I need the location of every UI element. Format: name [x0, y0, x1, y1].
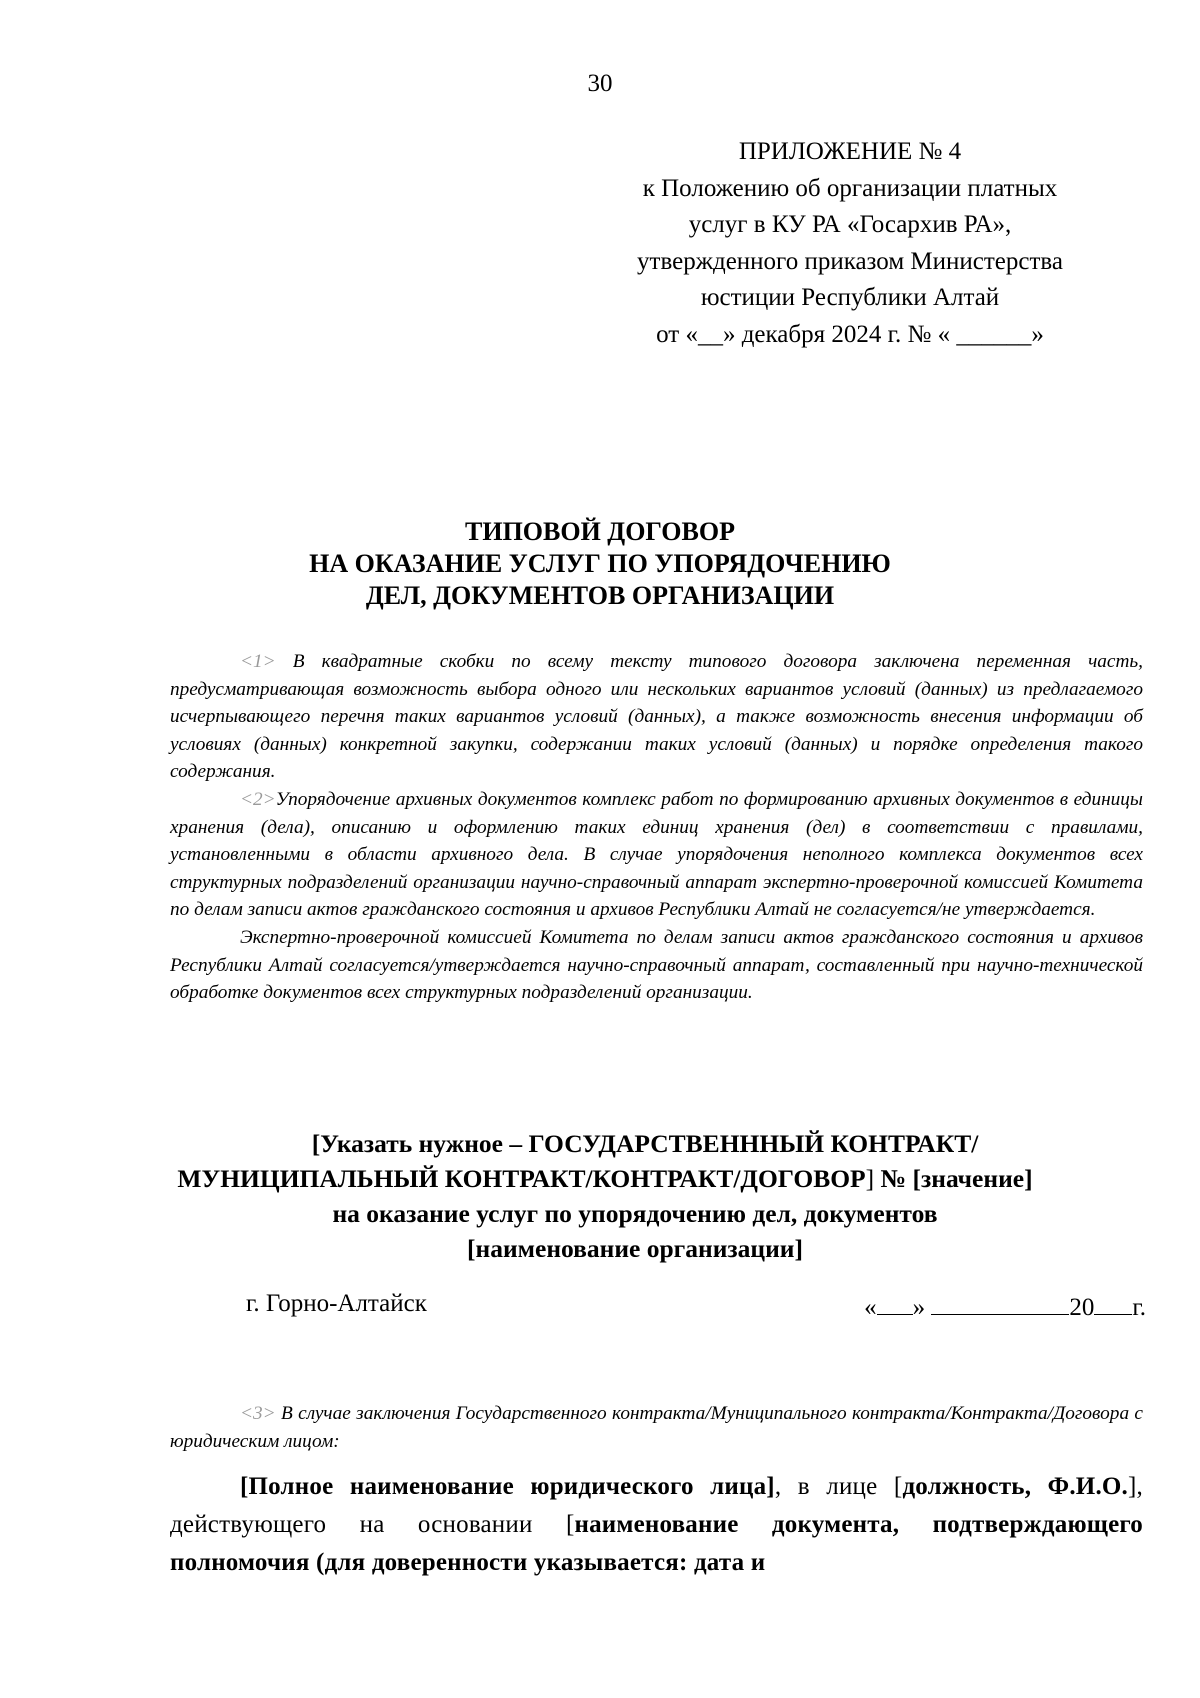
appendix-line: услуг в КУ РА «Госархив РА»,: [688, 211, 1012, 238]
footnote-text: Упорядочение архивных документов комплекс работ по формированию архивных документов в единицы хранения (дела), описанию и оформлению таких единиц хранения (дел) в соответствии с правилами, установленными в области архивного дела. В случае упорядочения неполного комплекса документов всех структурных подразделений организации научно-справочный аппарат экспертно-проверочной комиссией Комитета по делам записи актов гражданского состояния и архивов Республики Алтай не согласуется/не утверждается.: [170, 788, 1143, 921]
authority-document-placeholder: наименование документа, подтверждающего полномочия (для доверенности указывается: дата и: [170, 1511, 1143, 1576]
date-blank: [864, 1290, 1146, 1322]
footnote-1: [170, 648, 1143, 786]
month-blank: [931, 1290, 1069, 1315]
legal-entity-placeholder: [Полное наименование юридического лица]: [240, 1473, 775, 1500]
appendix-header: [590, 134, 1110, 353]
contract-heading: [0, 1126, 1200, 1266]
footnotes-block: [170, 648, 1143, 1007]
contract-type-text: МУНИЦИПАЛЬНЫЙ КОНТРАКТ/КОНТРАКТ/ДОГОВОР: [177, 1164, 866, 1193]
footnote-text: В случае заключения Государственного контракта/Муниципального контракта/Контракта/Договора с юридическим лицом:: [170, 1403, 1143, 1452]
title-line: ДЕЛ, ДОКУМЕНТОВ ОРГАНИЗАЦИИ: [365, 581, 835, 610]
party-paragraph: [170, 1468, 1143, 1582]
document-title: [0, 516, 1200, 612]
appendix-line: к Положению об организации платных: [642, 174, 1058, 202]
appendix-line: юстиции Республики Алтай: [700, 284, 1000, 311]
day-blank: [877, 1290, 913, 1315]
title-line: ТИПОВОЙ ДОГОВОР: [465, 517, 735, 546]
party-text: [170, 1468, 1143, 1582]
year-prefix: 20: [1069, 1294, 1095, 1321]
position-name-placeholder: должность, Ф.И.О.: [902, 1473, 1128, 1500]
page-number: 30: [587, 70, 613, 97]
footnote-text: В квадратные скобки по всему тексту типового договора заключена переменная часть, предусматривающая возможность выбора одного или нескольких вариантов условий (данных) из предлагаемого исчерпывающего перечня таких вариантов условий (данных), а также возможность внесения информации об условиях (данных) конкретной закупки, содержании таких условий (данных) и порядке определения такого содержания.: [170, 651, 1143, 783]
footnote-3-text: [170, 1400, 1143, 1455]
appendix-line: утвержденного приказом Министерства: [637, 247, 1063, 275]
party-text-plain: ], действующего на основании [: [170, 1473, 1143, 1538]
contract-heading-line: [наименование организации]: [467, 1234, 803, 1263]
year-suffix: г.: [1132, 1294, 1146, 1321]
quote-open: «: [864, 1294, 877, 1321]
contract-heading-line: [Указать нужное – ГОСУДАРСТВЕНННЫЙ КОНТРАКТ/: [311, 1129, 979, 1158]
footnote-marker: <1>: [240, 651, 276, 672]
year-blank: [1094, 1290, 1132, 1315]
footnote-marker: <3>: [240, 1403, 276, 1424]
city-name: г. Горно-Алтайск: [246, 1290, 427, 1317]
footnote-3: [170, 1400, 1143, 1455]
bracket-text: ]: [865, 1164, 881, 1193]
appendix-date-line: от «__» декабря 2024 г. № « ______»: [656, 320, 1044, 348]
footnote-marker: <2>: [240, 788, 276, 810]
contract-heading-line: на оказание услуг по упорядочению дел, документов: [332, 1199, 938, 1228]
footnote-2: [170, 786, 1143, 924]
footnote-2-continuation: Экспертно-проверочной комиссией Комитета по делам записи актов гражданского состояния и архивов Республики Алтай согласуется/утверждается научно-справочный аппарат, составленный при научно-технической обработке документов всех структурных подразделений организации.: [170, 926, 1143, 1004]
contract-heading-line: [0, 1161, 1200, 1196]
quote-close: »: [912, 1294, 926, 1321]
appendix-title: ПРИЛОЖЕНИЕ № 4: [738, 138, 962, 165]
party-text-plain: , в лице [: [774, 1473, 903, 1500]
contract-number-text: № [значение]: [880, 1164, 1033, 1193]
title-line: НА ОКАЗАНИЕ УСЛУГ ПО УПОРЯДОЧЕНИЮ: [309, 549, 891, 578]
